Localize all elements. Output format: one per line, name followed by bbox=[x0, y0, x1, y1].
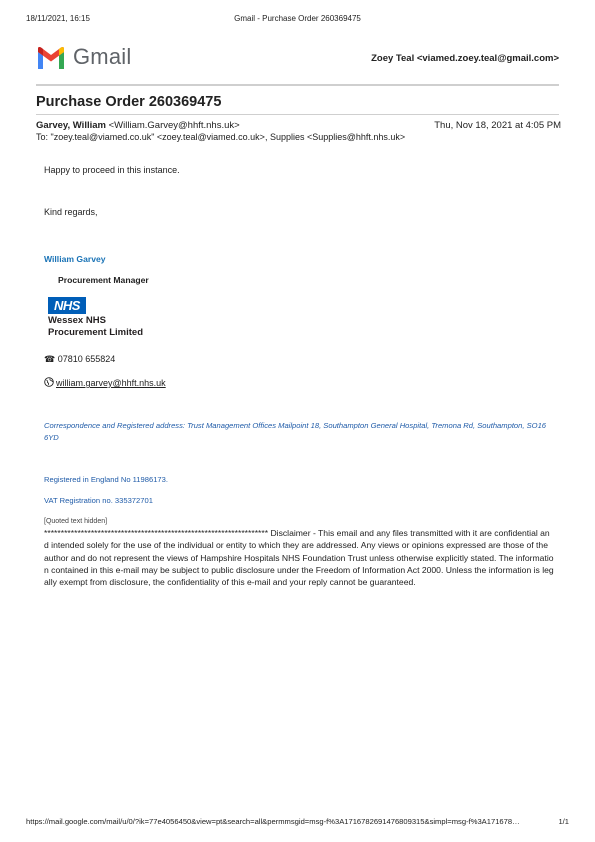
telephone-icon: ☎ bbox=[44, 354, 56, 364]
print-datetime: 18/11/2021, 16:15 bbox=[26, 14, 90, 23]
nhs-org-line1: Wessex NHS bbox=[48, 315, 106, 326]
correspondence-address: Correspondence and Registered address: Trust Management Offices Mailpoint 18, Southampton General Hospital, Tremona Rd, Southampton, SO16 6YD bbox=[44, 421, 547, 442]
signature-role: Procurement Manager bbox=[58, 275, 149, 285]
body-closing: Kind regards, bbox=[44, 207, 98, 217]
email-subject: Purchase Order 260369475 bbox=[36, 94, 222, 110]
header-divider bbox=[36, 84, 559, 86]
company-registration: Registered in England No 11986173. bbox=[44, 475, 168, 484]
gmail-m-icon bbox=[36, 46, 66, 69]
signature-name: William Garvey bbox=[44, 254, 106, 264]
gmail-brand bbox=[36, 44, 131, 70]
body-line: Happy to proceed in this instance. bbox=[44, 165, 180, 175]
print-header bbox=[26, 14, 569, 26]
nhs-badge: NHS bbox=[48, 297, 86, 314]
recipients: To: "zoey.teal@viamed.co.uk" <zoey.teal@viamed.co.uk>, Supplies <Supplies@hhft.nhs.uk> bbox=[36, 132, 406, 142]
signature-web bbox=[44, 377, 166, 388]
print-title: Gmail - Purchase Order 260369475 bbox=[234, 14, 361, 23]
globe-icon bbox=[44, 377, 54, 387]
quoted-text-toggle[interactable]: [Quoted text hidden] bbox=[44, 518, 108, 525]
account-label: Zoey Teal <viamed.zoey.teal@gmail.com> bbox=[371, 53, 559, 64]
subject-divider bbox=[36, 114, 559, 115]
signature-email-link[interactable]: william.garvey@hhft.nhs.uk bbox=[56, 378, 166, 388]
disclaimer: ******************************************************************* Disclaimer - This email and any files transmitted with it are confidential and intended solely for the use of the individual or entity to which they are addressed. Any views or opinions expressed are those of the author and do not represent the views of Hampshire Hospitals NHS Foundation Trust unless otherwise explicitly stated. The information contained in this e-mail may be subject to public disclosure under the Freedom of Information Act 2000. Unless the information is legally exempt from disclosure, the confidentiality of this e-mail and your reply cannot be guaranteed. bbox=[44, 528, 554, 588]
page-number: 1/1 bbox=[558, 817, 569, 826]
print-url: https://mail.google.com/mail/u/0/?ik=77e4056450&view=pt&search=all&permmsgid=msg-f%3A1716782691476809315&simpl=msg-f%3A171678… bbox=[26, 817, 520, 826]
nhs-logo bbox=[48, 297, 143, 339]
signature-phone bbox=[44, 354, 115, 365]
phone-number: 07810 655824 bbox=[57, 354, 116, 364]
sender bbox=[36, 120, 240, 131]
sender-name: Garvey, William bbox=[36, 120, 106, 131]
vat-registration: VAT Registration no. 335372701 bbox=[44, 496, 153, 505]
email-date: Thu, Nov 18, 2021 at 4:05 PM bbox=[434, 120, 561, 131]
sender-address: <William.Garvey@hhft.nhs.uk> bbox=[108, 120, 240, 131]
gmail-wordmark: Gmail bbox=[73, 44, 132, 69]
nhs-org-line2: Procurement Limited bbox=[48, 327, 144, 338]
